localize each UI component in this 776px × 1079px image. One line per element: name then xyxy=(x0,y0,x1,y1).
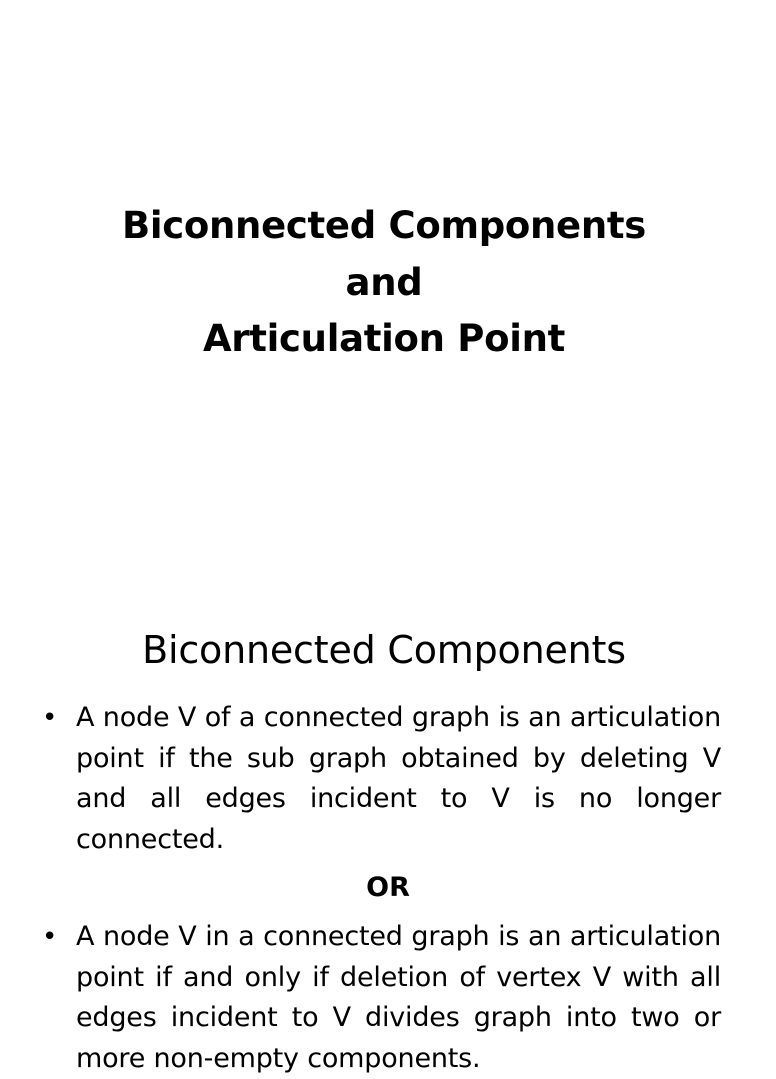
or-separator: OR xyxy=(366,872,410,903)
title-line: and xyxy=(345,260,423,304)
slide-1-title xyxy=(0,198,768,368)
title-line: Biconnected Components xyxy=(121,204,646,247)
bullet-text: A node V in a connected graph is an articulation point if and only if deletion of vertex V with all edges incident to V divides graph into two or more non-empty components. xyxy=(76,921,721,1074)
title-line: Articulation Point xyxy=(202,317,566,360)
bullet-text: A node V of a connected graph is an articulation point if the sub graph obtained by deleting V and all edges incident to V is no longer connected. xyxy=(76,702,721,855)
bullet-icon: • xyxy=(42,703,58,733)
slide-2-title: Biconnected Components xyxy=(142,628,626,672)
bullet-icon: • xyxy=(42,922,58,952)
